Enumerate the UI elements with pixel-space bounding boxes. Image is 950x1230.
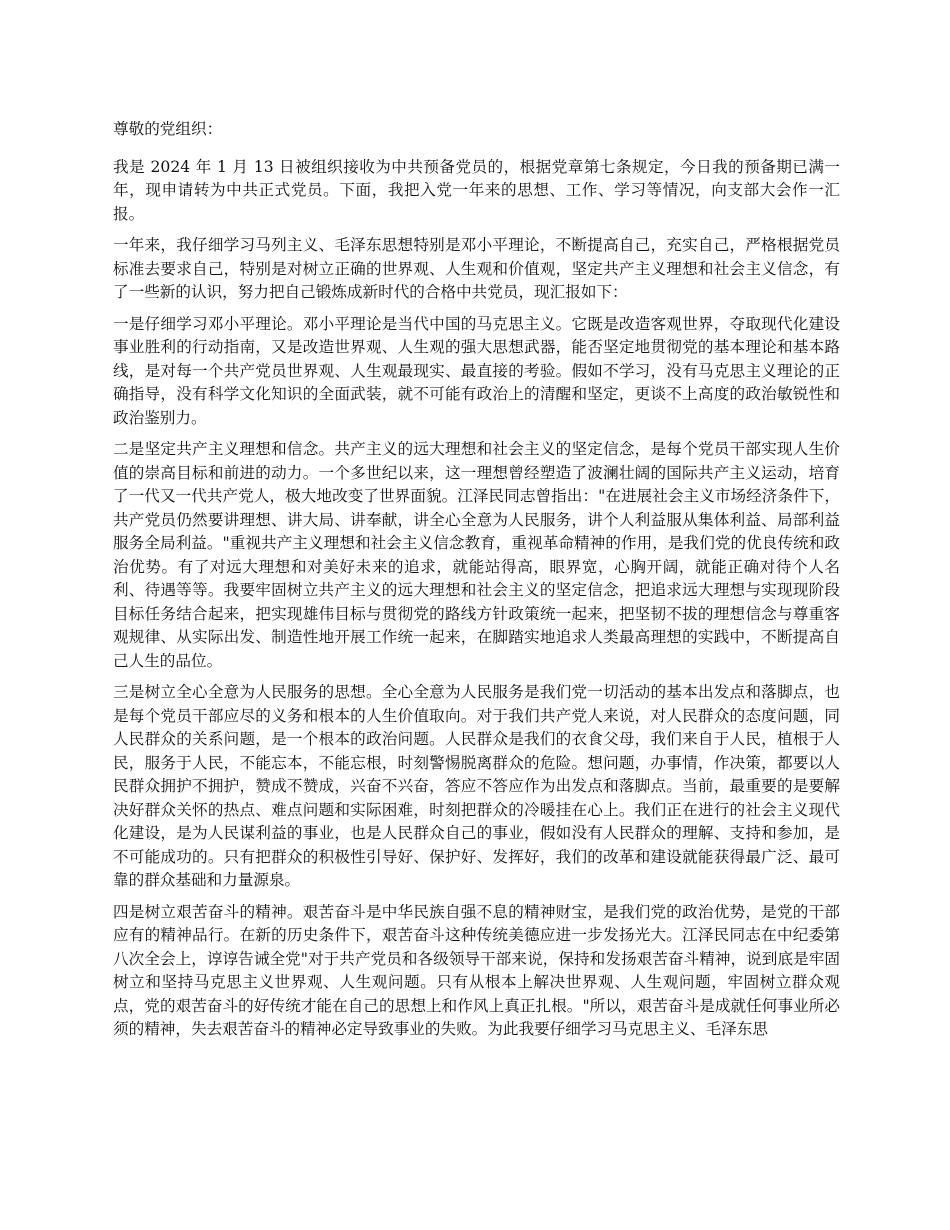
paragraph-point-1-deng-theory: 一是仔细学习邓小平理论。邓小平理论是当代中国的马克思主义。它既是改造客观世界，夺取现代化建设事业胜利的行动指南，又是改造世界观、人生观的强大思想武器，能否坚定地贯彻党的基本理论和基本路线，是对每一个共产党员世界观、人生观最现实、最直接的考验。假如不学习，没有马克思主义理论的正确指导，没有科学文化知识的全面武装，就不可能有政治上的清醒和坚定，更谈不上高度的政治敏锐性和政治鉴别力。: [113, 314, 840, 427]
paragraph-overview: 一年来，我仔细学习马列主义、毛泽东思想特别是邓小平理论，不断提高自己，充实自己，严格根据党员标准去要求自己，特别是对树立正确的世界观、人生观和价值观，坚定共产主义理想和社会主义信念，有了一些新的认识，努力把自己锻炼成新时代的合格中共党员，现汇报如下：: [113, 236, 840, 301]
paragraph-point-3-serve-people: 三是树立全心全意为人民服务的思想。全心全意为人民服务是我们党一切活动的基本出发点和落脚点，也是每个党员干部应尽的义务和根本的人生价值取向。对于我们共产党人来说，对人民群众的态度问题，同人民群众的关系问题，是一个根本的政治问题。人民群众是我们的衣食父母，我们来自于人民，植根于人民，服务于人民，不能忘本，不能忘根，时刻警惕脱离群众的危险。想问题，办事情，作决策，都要以人民群众拥护不拥护，赞成不赞成，兴奋不兴奋，答应不答应作为出发点和落脚点。当前，最重要的是要解决好群众关怀的热点、难点问题和实际困难，时刻把群众的冷暖挂在心上。我们正在进行的社会主义现代化建设，是为人民谋利益的事业，也是人民群众自己的事业，假如没有人民群众的理解、支持和参加，是不可能成功的。只有把群众的积极性引导好、保护好、发挥好，我们的改革和建设就能获得最广泛、最可靠的群众基础和力量源泉。: [113, 683, 840, 889]
paragraph-point-4-hard-work: 四是树立艰苦奋斗的精神。艰苦奋斗是中华民族自强不息的精神财宝，是我们党的政治优势，是党的干部应有的精神品行。在新的历史条件下，艰苦奋斗这种传统美德应进一步发扬光大。江泽民同志在中纪委第八次全会上，谆谆告诫全党"对于共产党员和各级领导干部来说，保持和发扬艰苦奋斗精神，说到底是牢固树立和坚持马克思主义世界观、人生观问题。只有从根本上解决世界观、人生观问题，牢固树立群众观点，党的艰苦奋斗的好传统才能在自己的思想上和作风上真正扎根。"所以，艰苦奋斗是成就任何事业所必须的精神，失去艰苦奋斗的精神必定导致事业的失败。为此我要仔细学习马克思主义、毛泽东思: [113, 902, 840, 1038]
paragraph-intro: 我是 2024 年 1 月 13 日被组织接收为中共预备党员的，根据党章第七条规定，今日我的预备期已满一年，现申请转为中共正式党员。下面，我把入党一年来的思想、工作、学习等情况，向支部大会作一汇报。: [113, 157, 840, 223]
salutation: 尊敬的党组织：: [113, 120, 223, 138]
paragraph-point-2-ideals: 二是坚定共产主义理想和信念。共产主义的远大理想和社会主义的坚定信念，是每个党员干部实现人生价值的崇高目标和前进的动力。一个多世纪以来，这一理想曾经塑造了波澜壮阔的国际共产主义运动，培育了一代又一代共产党人，极大地改变了世界面貌。江泽民同志曾指出："在进展社会主义市场经济条件下，共产党员仍然要讲理想、讲大局、讲奉献，讲全心全意为人民服务，讲个人利益服从集体利益、局部利益服务全局利益。"重视共产主义理想和社会主义信念教育，重视革命精神的作用，是我们党的优良传统和政治优势。有了对远大理想和对美好未来的追求，就能站得高，眼界宽，心胸开阔，就能正确对待个人名利、待遇等等。我要牢固树立共产主义的远大理想和社会主义的坚定信念，把追求远大理想与实现现阶段目标任务结合起来，把实现雄伟目标与贯彻党的路线方针政策统一起来，把坚韧不拔的理想信念与尊重客观规律、从实际出发、制造性地开展工作统一起来，在脚踏实地追求人类最高理想的实践中，不断提高自己人生的品位。: [113, 440, 840, 670]
document-body: [113, 118, 840, 1050]
